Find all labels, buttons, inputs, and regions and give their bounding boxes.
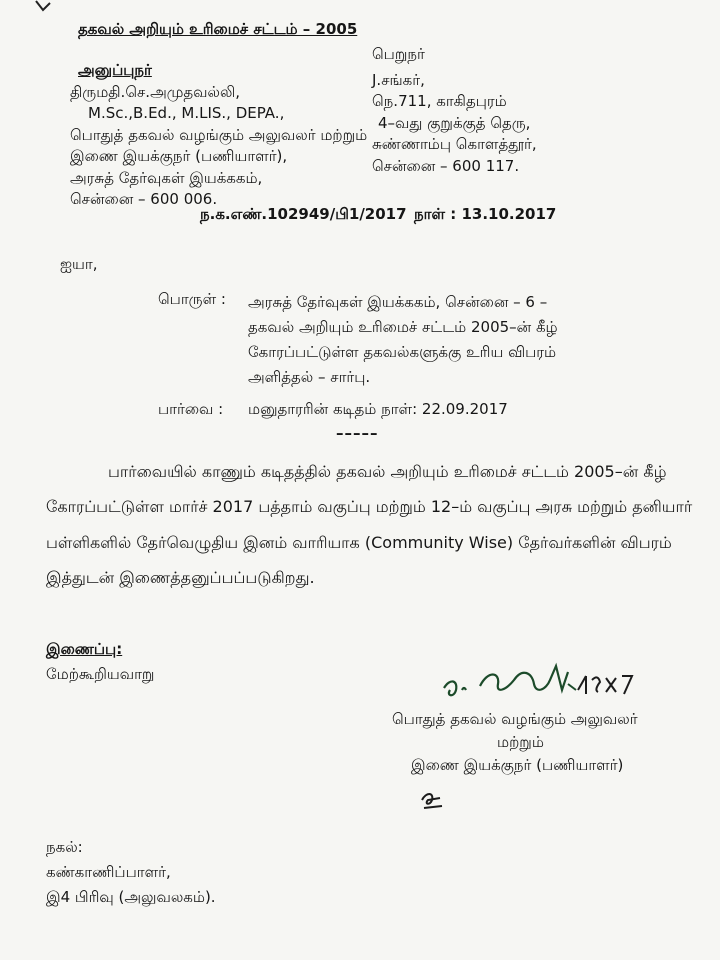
subject-text xyxy=(248,290,558,390)
signature-line: இணை இயக்குநர் (பணியாளர்) xyxy=(411,756,624,774)
ref-letter-label: பார்வை : xyxy=(158,400,224,418)
enclosure-label: இணைப்பு: xyxy=(46,640,123,658)
recipient-line: சுண்ணாம்பு கொளத்தூர், xyxy=(372,135,537,153)
recipient-line: 4–வது குறுக்குத் தெரு, xyxy=(378,113,531,132)
corner-mark-icon xyxy=(34,0,52,16)
subject-line: தகவல் அறியும் உரிமைச் சட்டம் 2005–ன் கீழ் xyxy=(248,318,558,336)
initial-mark-icon xyxy=(418,788,446,812)
recipient-heading: பெறுநர் xyxy=(372,45,425,63)
copy-line: இ4 பிரிவு (அலுவலகம்). xyxy=(46,888,216,906)
sender-line: சென்னை – 600 006. xyxy=(70,190,218,208)
recipient-line: நெ.711, காகிதபுரம் xyxy=(372,92,507,110)
sender-line: இணை இயக்குநர் (பணியாளர்), xyxy=(70,147,288,165)
ref-letter-dashes: ––––– xyxy=(336,424,379,442)
ref-letter-text: மனுதாரரின் கடிதம் நாள்: 22.09.2017 xyxy=(248,400,508,418)
signature-line: மற்றும் xyxy=(497,733,544,751)
page-title: தகவல் அறியும் உரிமைச் சட்டம் – 2005 xyxy=(78,20,358,38)
subject-label: பொருள் : xyxy=(158,290,226,308)
recipient-line: சென்னை – 600 117. xyxy=(372,156,520,175)
body-line: இத்துடன் இணைத்தனுப்பப்படுகிறது. xyxy=(46,568,315,587)
sender-line: M.Sc.,B.Ed., M.LIS., DEPA., xyxy=(88,104,285,122)
sender-line: திருமதி.செ.அமுதவல்லி, xyxy=(70,82,241,101)
subject-line: அளித்தல் – சார்பு. xyxy=(248,368,371,386)
signature-line: பொதுத் தகவல் வழங்கும் அலுவலர் xyxy=(392,710,638,728)
sender-block xyxy=(70,60,367,211)
copy-line: கண்காணிப்பாளர், xyxy=(46,863,171,881)
body-line: பார்வையில் காணும் கடிதத்தில் தகவல் அறியும் உரிமைச் சட்டம் 2005–ன் கீழ் xyxy=(108,462,667,481)
subject-line: கோரப்பட்டுள்ள தகவல்களுக்கு உரிய விபரம் xyxy=(248,343,557,361)
reference-number: ந.க.எண்.102949/பி1/2017 xyxy=(200,205,407,223)
copy-label: நகல்: xyxy=(46,838,83,856)
subject-line: அரசுத் தேர்வுகள் இயக்ககம், சென்னை – 6 – xyxy=(248,293,548,311)
reference-date: நாள் : 13.10.2017 xyxy=(414,205,557,223)
body-line: கோரப்பட்டுள்ள மார்ச் 2017 பத்தாம் வகுப்பு மற்றும் 12–ம் வகுப்பு அரசு மற்றும் தனியார் xyxy=(46,497,693,516)
sender-line: பொதுத் தகவல் வழங்கும் அலுவலர் மற்றும் xyxy=(70,125,368,144)
recipient-block xyxy=(372,44,537,177)
enclosure-text: மேற்கூறியவாறு xyxy=(46,665,155,683)
sender-heading: அனுப்புநர் xyxy=(78,61,152,79)
body-line: பள்ளிகளில் தேர்வெழுதிய இனம் வாரியாக (Community Wise) தேர்வர்களின் விபரம் xyxy=(46,533,672,552)
salutation: ஐயா, xyxy=(60,255,98,273)
sender-line: அரசுத் தேர்வுகள் இயக்ககம், xyxy=(70,168,263,187)
recipient-line: J.சங்கர், xyxy=(372,70,425,89)
